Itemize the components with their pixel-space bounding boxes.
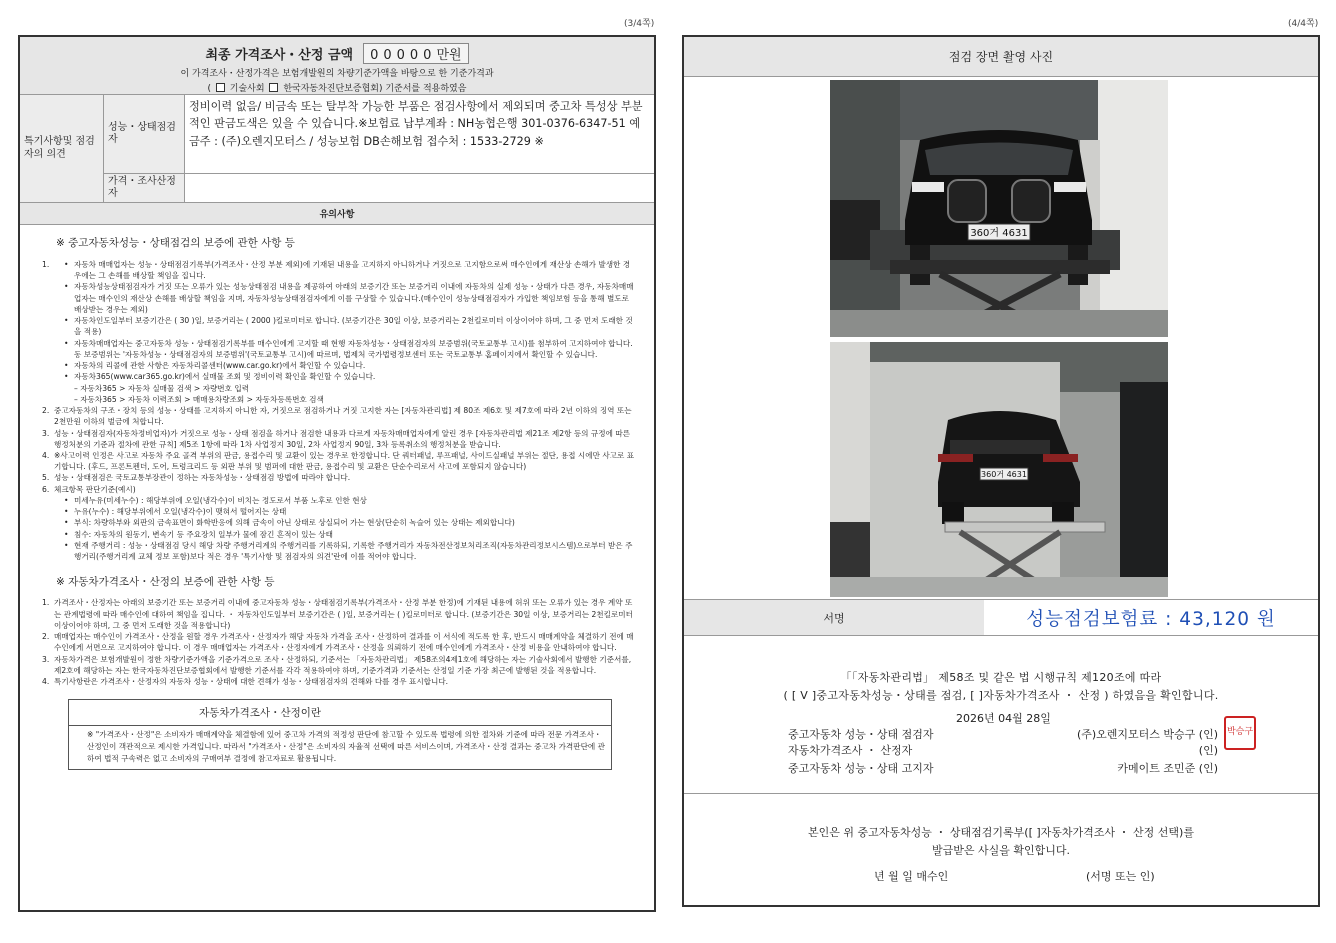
bullet-item: • 현재 주행거리 : 성능・상태점검 당시 해당 차량 주행거리계의 주행거리를 기록하되, 기록한 주행거리가 자동차전산정보처리조직(자동차관리정보시스템)으로부터 받은 주행거리(주행거리계 교체 정보 포함)보다 적은 경우 '특기사항 및 점검자의 의견'란에 이를 적어야 합니다. <box>62 540 636 562</box>
final-price-digits: 00000 <box>370 48 437 63</box>
law-line-1: 「「자동차관리법」 제58조 및 같은 법 시행규칙 제120조에 따라 <box>840 671 1162 684</box>
section1-list <box>20 259 654 562</box>
inspection-photo-rear <box>830 342 1168 597</box>
bullet-item: • 자동차인도일부터 보증기간은 ( 30 )일, 보증거리는 ( 2000 )킬로미터로 합니다. (보증기간은 30일 이상, 보증거리는 2천킬로미터 이상이어야 하며, 그 중 먼저 도래한 것을 적용) <box>62 315 636 337</box>
list-item: 3. 성능・상태점검자(자동차정비업자)가 거짓으로 성능・상태 점검을 하거나 점검한 내용과 다르게 자동차매매업자에게 알린 경우 [자동차관리법 제21조 제2항 등의 규정에 따른 행정처분의 기준과 절차에 관한 규칙] 제5조 1항에 따라 1차 사업정지 30일, 2차 사업정지 90일, 3차 등록취소의 행정처분을 받습니다. <box>42 428 631 449</box>
car-rear-image <box>830 342 1168 597</box>
final-price-header <box>20 37 654 95</box>
inspection-date: 2026년 04월 28일 <box>956 712 1051 725</box>
photo-section <box>684 77 1318 600</box>
final-price-unit: 만원 <box>436 48 462 63</box>
notice-title: 유의사항 <box>20 203 654 225</box>
bullet-item: • 자동차의 리콜에 관한 사항은 자동차리콜센터(www.car.go.kr)에서 확인할 수 있습니다. <box>62 360 636 371</box>
red-seal-stamp: 박승구 <box>1224 716 1256 750</box>
list-item: 6. 체크항목 판단기준(예시) • 미세누유(미세누수) : 해당부위에 오일(냉각수)이 비치는 정도로서 부품 노후로 인한 현상 • 누유(누수) : 해당부위에서 오일(냉각수)이 맺혀서 떨어지는 상태 • 부식: 차량하부와 외판의 금속표면이 화학반응에 의해 금속이 아닌 상태로 상실되어 가는 현상(단순히 녹슬어 있는 상태는 제외합니다) • 침수: 자동차의 원동기, 변속기 등 주요장치 일부가 물에 잠긴 흔적이 있는 상태 • 현재 주행거리 : 성능・상태점검 당시 해당 차량 주행거리계의 주행거리를 기록하되, 기록한 주행거리가 자동차전산정보처리조직(자동차관리정보시스템)으로부터 받은 주행거리(주행거리계 교체 정보 포함)보다 적은 경우 '특기사항 및 점검자의 의견'란에 이를 적어야 합니다. <box>42 484 636 563</box>
inspector-label: 성능・상태점검자 <box>104 95 185 173</box>
section1-title: ※ 중고자동차성능・상태점검의 보증에 관한 사항 등 <box>56 237 295 249</box>
final-price-title: 최종 가격조사・산정 금액 <box>205 48 354 63</box>
signer-label: 중고자동차 성능・상태 점검자 <box>788 728 934 741</box>
bullet-item: • 자동차매매업자는 중고자동차 성능・상태점검기록부를 매수인에게 고지할 때 현행 자동차성능・상태점검자의 보증범위(국토교통부 고시)를 첨부하여 고지하여야 합니다. 동 보증범위는 '자동차성능・상태점검자의 보증범위'(국토교통부 고시)에 따르며, 법제처 국가법령정보센터 또는 국토교통부 홈페이지에서 확인할 수 있습니다. <box>62 338 636 360</box>
list-item: 2. 중고자동차의 구조・장치 등의 성능・상태를 고지하지 아니한 자, 거짓으로 점검하거나 거짓 고지한 자는 [자동차관리법] 제 80조 제6호 및 제7호에 따라 2년 이하의 징역 또는 2천만원 이하의 벌금에 처합니다. <box>42 406 632 427</box>
dash-item: – 자동차365 > 자동차 이력조회 > 매매용차량조회 > 자동차등록번호 검색 <box>74 394 324 404</box>
signer-row <box>788 760 1218 776</box>
dash-item: – 자동차365 > 자동차 실매물 검색 > 자량번호 입력 <box>74 383 250 393</box>
definition-title: 자동차가격조사・산정이란 <box>69 700 611 726</box>
inspection-photo-front <box>830 80 1168 337</box>
list-item: 4. ※사고이력 인정은 사고로 자동차 주요 골격 부위의 판금, 용접수리 및 교환이 있는 경우로 한정합니다. 단 쿼터패널, 루프패널, 사이드실패널 부위는 절단, 용접 시에만 사고로 표기합니다. (후드, 프론트펜더, 도어, 트렁크리드 등 외판 부위 및 범퍼에 대한 판금, 용접수리 및 교환은 단순수리로서 사고에 포함되지 않습니다) <box>42 450 635 472</box>
definition-box <box>68 699 612 769</box>
signer-label: 자동차가격조사 ・ 산정자 <box>788 744 913 757</box>
list-item: 1. • 자동차 매매업자는 성능・상태점검기록부(가격조사・산정 부분 제외)에 기재된 내용을 고지하지 아니하거나 거짓으로 고지함으로써 매수인에게 재산상 손해가 발생한 경우에는 그 손해를 배상할 책임을 집니다. • 자동차성능상태점검자가 거짓 또는 오류가 있는 성능상태점검 내용을 제공하여 아래의 보증기간 또는 보증거리 이내에 자동차의 실제 성능・상태가 다른 경우, 자동차매매업자는 매수인의 재산상 손해를 배상할 책임을 지며, 자동차성능상태점검자에게 이를 구상할 수 있습니다.(매수인이 성능상태점검자가 가입한 책임보험 등을 통해 별도로 배상받는 경우는 제외) • 자동차인도일부터 보증기간은 ( 30 )일, 보증거리는 ( 2000 )킬로미터로 합니다. (보증기간은 30일 이상, 보증거리는 2천킬로미터 이상이어야 하며, 그 중 먼저 도래한 것을 적용) • 자동차매매업자는 중고자동차 성능・상태점검기록부를 매수인에게 고지할 때 현행 자동차성능・상태점검자의 보증범위(국토교통부 고시)를 첨부하여 고지하여야 합니다. 동 보증범위는 '자동차성능・상태점검자의 보증범위'(국토교통부 고시)에 따르며, 법제처 국가법령정보센터 또는 국토교통부 홈페이지에서 확인할 수 있습니다. • 자동차의 리콜에 관한 사항은 자동차리콜센터(www.car.go.kr)에서 확인할 수 있습니다. • 자동차365(www.car365.go.kr)에서 실매물 조회 및 정비이력 확인을 확인할 수 있습니다. – 자동차365 > 자동차 실매물 검색 > 자량번호 입력 – 자동차365 > 자동차 이력조회 > 매매용차량조회 > 자동차등록번호 검색 <box>42 259 636 405</box>
price-basis-line1: 이 가격조사・산정가격은 보험개발원의 차량기준가액을 바탕으로 한 기준가격과 <box>180 69 494 79</box>
bullet-item: • 자동차 매매업자는 성능・상태점검기록부(가격조사・산정 부분 제외)에 기재된 내용을 고지하지 아니하거나 거짓으로 고지함으로써 매수인에게 재산상 손해가 발생한 경우에는 그 손해를 배상할 책임을 집니다. <box>62 259 636 281</box>
bullet-item: • 미세누유(미세누수) : 해당부위에 오일(냉각수)이 비치는 정도로서 부품 노후로 인한 현상 <box>62 495 636 506</box>
photo-section-title: 점검 장면 촬영 사진 <box>684 37 1318 77</box>
final-price-box <box>363 43 468 64</box>
insurance-fee: 성능점검보험료 : 43,120 원 <box>1026 608 1276 630</box>
svg-text:360거 4631: 360거 4631 <box>981 470 1027 479</box>
list-item: 2. 매매업자는 매수인이 가격조사・산정을 원할 경우 가격조사・산정자가 해당 자동차 가격을 조사・산정하여 결과를 이 서식에 적도록 한 후, 반드시 매매계약을 체결하기 전에 매수인에게 서면으로 고지하여야 합니다. 이 경우 매매업자는 가격조사・산정자에게 가격조사・산정을 의뢰하기 전에 매수인에게 가격조사・산정 비용을 안내하여야 합니다. <box>42 632 634 653</box>
list-item: 1. 가격조사・산정자는 아래의 보증기간 또는 보증거리 이내에 중고자동차 성능・상태점검기록부(가격조사・산정 부분 한정)에 기재된 내용에 허위 또는 오류가 있는 경우 계약 또는 관계법령에 따라 매수인에 대하여 책임을 집니다. ・ 자동차인도일부터 보증기간은 ( )일, 보증거리는 ( )킬로미터로 합니다. (보증기간은 30일 이상, 보증거리는 2천킬로미터 이상이어야 하며, 그 중 먼저 도래한 것을 적용합니다) <box>42 598 633 630</box>
legal-confirmation <box>684 636 1318 794</box>
report-page-3 <box>18 35 656 912</box>
signer-row <box>788 726 1218 742</box>
list-item: 5. 성능・상태점검은 국토교통부장관이 정하는 자동차성능・상태점검 방법에 따라야 합니다. <box>42 473 351 483</box>
definition-text: ※ "가격조사・산정"은 소비자가 매매계약을 체결함에 있어 중고차 가격의 적정성 판단에 참고할 수 있도록 법령에 의한 절차와 기준에 따라 전문 가격조사・산정인이 객관적으로 제시한 가격입니다. 따라서 "가격조사・산정"은 소비자의 자율적 선택에 따른 서비스이며, 가격조사・산정 결과는 중고차 가격판단에 관하여 법적 구속력은 없고 소비자의 구매여부 결정에 참고자료로 활용됩니다. <box>87 730 606 763</box>
car-front-image <box>830 80 1168 337</box>
signer-name: (주)오렌지모터스 박승구 (인) <box>1076 728 1218 741</box>
signer-name: 카메이트 조민준 (인) <box>1117 762 1218 775</box>
appraiser-label: 가격・조사산정자 <box>104 174 185 202</box>
law-line-2: ( [ V ]중고자동차성능・상태를 점검, [ ]자동차가격조사 ・ 산정 ) 하였음을 확인합니다. <box>783 689 1219 702</box>
buyer-date-line: 년 월 일 매수인 <box>874 870 949 883</box>
page-number-right: (4/4쪽) <box>1288 19 1319 29</box>
bullet-item: • 침수: 자동차의 원동기, 변속기 등 주요장치 일부가 물에 잠긴 흔적이 있는 상태 <box>62 529 636 540</box>
page-number-left: (3/4쪽) <box>624 19 655 29</box>
bullet-item: • 자동차365(www.car365.go.kr)에서 실매물 조회 및 정비이력 확인을 확인할 수 있습니다. – 자동차365 > 자동차 실매물 검색 > 자량번호 입력 – 자동차365 > 자동차 이력조회 > 매매용차량조회 > 자동차등록번호 검색 <box>62 371 636 405</box>
signature-label: 서명 <box>684 600 984 635</box>
special-notes-table <box>20 95 654 203</box>
section2-title: ※ 자동차가격조사・산정의 보증에 관한 사항 등 <box>56 576 275 589</box>
signer-label: 중고자동차 성능・상태 고지자 <box>788 762 934 775</box>
confirm-line-2: 발급받은 사실을 확인합니다. <box>931 844 1070 857</box>
list-item: 4. 특기사항란은 가격조사・산정자의 자동차 성능・상태에 대한 견해가 성능・상태점검자의 견해와 다를 경우 표시합니다. <box>42 676 449 686</box>
bullet-item: • 자동차성능상태점검자가 거짓 또는 오류가 있는 성능상태점검 내용을 제공하여 아래의 보증기간 또는 보증거리 이내에 자동차의 실제 성능・상태가 다른 경우, 자동차매매업자는 매수인의 재산상 손해를 배상할 책임을 지며, 자동차성능상태점검자에게 이를 구상할 수 있습니다.(매수인이 성능상태점검자가 가입한 책임보험 등을 통해 별도로 배상받는 경우는 제외) <box>62 281 636 315</box>
report-page-4 <box>682 35 1320 907</box>
checkbox-tech-society[interactable] <box>216 83 225 92</box>
appraiser-opinion <box>185 174 654 202</box>
signer-name: (인) <box>1198 744 1218 757</box>
checkbox-kada[interactable] <box>269 83 278 92</box>
license-plate-text: 360거 4631 <box>970 228 1028 239</box>
confirm-line-1: 본인은 위 중고자동차성능 ・ 상태점검기록부([ ]자동차가격조사 ・ 산정 선택)를 <box>808 826 1194 839</box>
section2-list <box>20 589 654 687</box>
price-basis-line2: ( 기술사회 한국자동차진단보증협회) 기준서를 적용하였음 <box>207 84 467 94</box>
bullet-item: • 부식: 차량하부와 외판의 금속표면이 화학반응에 의해 금속이 아닌 상태로 상실되어 가는 현상(단순히 녹슬어 있는 상태는 제외합니다) <box>62 517 636 528</box>
special-notes-label: 특기사항및 점검자의 의견 <box>20 95 104 202</box>
buyer-confirmation <box>684 794 1318 894</box>
buyer-sign-line: (서명 또는 인) <box>1086 870 1155 883</box>
bullet-item: • 누유(누수) : 해당부위에서 오일(냉각수)이 맺혀서 떨어지는 상태 <box>62 506 636 517</box>
signature-fee-row <box>684 600 1318 636</box>
list-item: 3. 자동차가격은 보험개발원이 정한 차량기준가액을 기준가격으로 조사・산정하되, 기준서는 「자동차관리법」 제58조의4제1호에 해당하는 자는 기술사회에서 발행한 기준서를, 제2호에 해당하는 자는 한국자동차진단보증협회에서 발행한 기준서를 각각 적용하여야 하며, 기준가격과 기준서는 산정일 기준 가장 최근에 발행된 것을 적용합니다. <box>42 654 632 675</box>
signer-row <box>788 742 1218 758</box>
inspector-opinion: 정비이력 없음/ 비금속 또는 탈부착 가능한 부품은 점검사항에서 제외되며 중고차 특성상 부분적인 판금도색은 있을 수 있습니다.※보험료 납부계좌 : NH농협은행 301-0376-6347-51 예금주 : (주)오렌지모터스 / 성능보험 DB손해보험 접수처 : 1533-2729 ※ <box>189 100 643 148</box>
